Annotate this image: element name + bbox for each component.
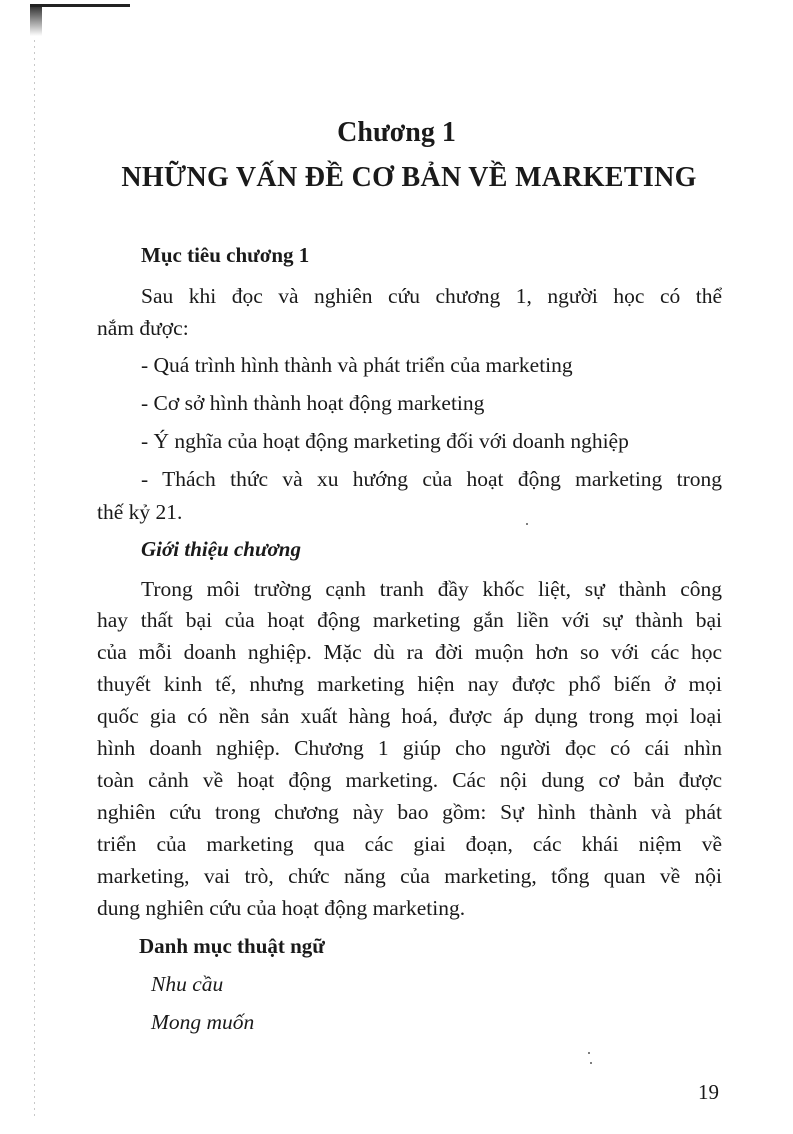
introduction-line-7: toàn cảnh về hoạt động marketing. Các nội dung cơ bản được [97,768,722,792]
objective-bullet-3: - Ý nghĩa của hoạt động marketing đối với doanh nghiệp [141,429,629,453]
scan-speck [526,523,528,525]
introduction-line-10: marketing, vai trò, chức năng của marketing, tổng quan về nội [97,864,722,888]
scan-left-edge [34,40,35,1120]
scan-speck [590,1062,592,1064]
objective-bullet-4: - Thách thức và xu hướng của hoạt động marketing trong [141,467,722,491]
introduction-line-6: hình doanh nghiệp. Chương 1 giúp cho người đọc có cái nhìn [97,736,722,760]
introduction-line-1: Trong môi trường cạnh tranh đầy khốc liệt, sự thành công [141,577,722,601]
introduction-line-5: quốc gia có nền sản xuất hàng hoá, được áp dụng trong mọi loại [97,704,722,728]
introduction-line-8: nghiên cứu trong chương này bao gồm: Sự hình thành và phát [97,800,722,824]
objectives-heading: Mục tiêu chương 1 [141,243,310,267]
chapter-title: NHỮNG VẤN ĐỀ CƠ BẢN VỀ MARKETING [121,162,697,193]
scan-corner-shadow [30,4,42,36]
glossary-term: Nhu cầu [151,972,224,996]
objectives-intro-line-1: Sau khi đọc và nghiên cứu chương 1, người học có thể [141,284,722,308]
introduction-line-4: thuyết kinh tế, nhưng marketing hiện nay được phổ biến ở mọi [97,672,722,696]
introduction-heading: Giới thiệu chương [141,537,301,561]
page-number: 19 [698,1080,719,1104]
scan-border-artifact [30,4,130,17]
objectives-intro-line-2: nắm được: [97,316,189,340]
scan-speck [588,1052,590,1054]
introduction-line-3: của mỗi doanh nghiệp. Mặc dù ra đời muộn hơn so với các học [97,640,722,664]
objective-bullet-1: - Quá trình hình thành và phát triển của marketing [141,353,573,377]
chapter-label: Chương 1 [337,117,456,148]
glossary-heading: Danh mục thuật ngữ [139,934,325,958]
introduction-line-9: triển của marketing qua các giai đoạn, các khái niệm về [97,832,722,856]
glossary-term: Mong muốn [151,1010,255,1034]
introduction-line-2: hay thất bại của hoạt động marketing gắn liền với sự thành bại [97,608,722,632]
objective-bullet-4-continuation: thế kỷ 21. [97,500,183,524]
introduction-line-11: dung nghiên cứu của hoạt động marketing. [97,896,466,920]
objective-bullet-2: - Cơ sở hình thành hoạt động marketing [141,391,485,415]
